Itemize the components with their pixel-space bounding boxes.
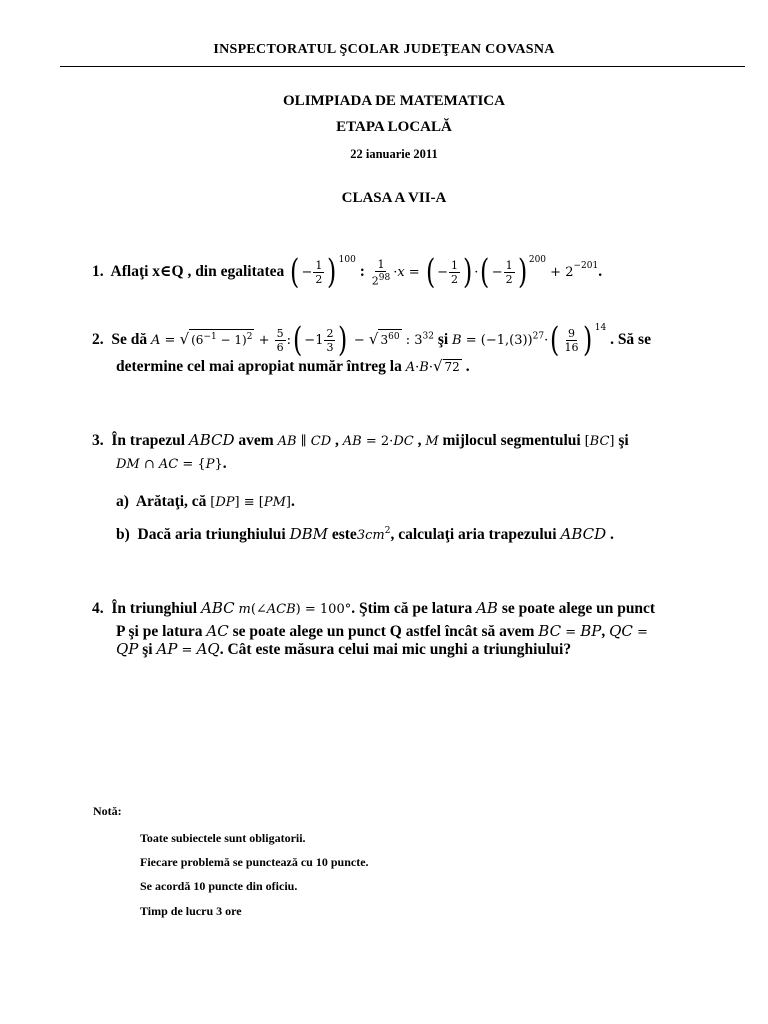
problem-2-expr-a: A = √ $(6^{-1} - 1)^2$ + $\frac{5}{6}$ :( −1 $\frac{2}{3}$ ) − √ $3^{60}$ : $3^{32}$	[151, 320, 434, 361]
problem-1	[92, 250, 603, 293]
note-item: Toate subiectele sunt obligatorii.	[140, 831, 306, 845]
problem-3-line2: DM ∩ AC = {P}.	[116, 455, 227, 472]
note-item: Timp de lucru 3 ore	[140, 904, 242, 918]
problem-4-text-c: se poate alege un punct	[501, 600, 656, 617]
problem-2-and: şi	[437, 331, 449, 348]
part-a-text: Arătaţi, că	[135, 493, 207, 510]
problem-2-expr-b: $B = (-1,(3))^{27}\cdot$( $\frac{9}{16}$ ) $^{14}$	[452, 320, 607, 361]
problem-3-lead: În trapezul	[111, 432, 185, 449]
problem-2-line2: determine cel mai apropiat număr întreg la A·B·√ 72 .	[116, 357, 470, 375]
problem-4: 4. În triunghiul ABC m(∠ACB) = 100°. Ştim că pe latura AB se poate alege un punct	[92, 599, 656, 617]
part-b-text: Dacă aria triunghiului	[137, 526, 286, 544]
note-item: Se acordă 10 puncte din oficiu.	[140, 879, 298, 893]
part-b-question: , calculaţi aria trapezului	[390, 526, 557, 544]
problem-3-si: şi	[618, 432, 629, 449]
stage-title: ETAPA LOCALĂ	[336, 119, 452, 135]
problem-4-lead: În triunghiul	[111, 600, 198, 617]
note-item: Fiecare problemă se punctează cu 10 puncte.	[140, 855, 369, 869]
problem-4-text-d: P şi pe latura	[116, 623, 203, 640]
problem-2-question: determine cel mai apropiat număr întreg la	[116, 358, 402, 375]
part-a-label: a)	[116, 493, 129, 510]
problem-4-text-f: şi	[142, 641, 153, 658]
problem-number: 3.	[92, 432, 104, 449]
note-title: Notă:	[93, 804, 122, 818]
problem-4-line2: P şi pe latura AC se poate alege un punct Q astfel încât să avem BC = BP, QC =	[116, 622, 648, 640]
header-rule	[60, 66, 745, 67]
part-b-label: b)	[116, 526, 130, 544]
olympiad-title: OLIMPIADA DE MATEMATICA	[283, 93, 505, 109]
problem-3-part-a: a) Arătaţi, că [DP] ≡ [PM].	[116, 493, 295, 510]
problem-number: 1.	[92, 263, 104, 280]
problem-4-question: . Cât este măsura celui mai mic unghi a triunghiului?	[219, 641, 572, 658]
problem-2-lead: Se dă	[111, 331, 148, 348]
inspectorate-header: INSPECTORATUL ŞCOLAR JUDEŢEAN COVASNA	[213, 42, 555, 57]
problem-1-text: Aflaţi x∈Q , din egalitatea	[110, 263, 285, 280]
problem-number: 2.	[92, 331, 104, 348]
problem-3-part-b: b) Dacă aria triunghiului DBM $este3cm^2$, calculaţi aria trapezului ABCD .	[116, 525, 614, 544]
grade-title: CLASA A VII-A	[341, 190, 447, 206]
problem-1-equation: ( − $\frac{1}{2}$ ) $^{100}$ : $\frac{1}{2^{98}}$ ·x = ( − $\frac{1}{2}$ ) ·( − $\frac{1}{2}$ ) $^{200} + 2^{-201}$.	[290, 252, 603, 293]
problem-number: 4.	[92, 600, 104, 617]
problem-2	[92, 318, 651, 361]
problem-4-text-e: se poate alege un punct Q astfel încât să avem	[232, 623, 535, 640]
part-b-este: este	[331, 526, 357, 544]
exam-date: 22 ianuarie 2011	[350, 147, 438, 161]
problem-3-avem: avem	[238, 432, 274, 449]
problem-4-text-b: . Ştim că pe latura	[351, 600, 473, 617]
problem-3-midpoint: mijlocul segmentului	[442, 432, 581, 449]
problem-2-tail: . Să se	[610, 331, 651, 348]
problem-3: 3. În trapezul ABCD avem AB ∥ CD , AB = 2·DC , M mijlocul segmentului [BC] şi	[92, 431, 629, 449]
problem-4-line3: QP şi AP = AQ. Cât este măsura celui mai mic unghi a triunghiului?	[116, 640, 572, 658]
